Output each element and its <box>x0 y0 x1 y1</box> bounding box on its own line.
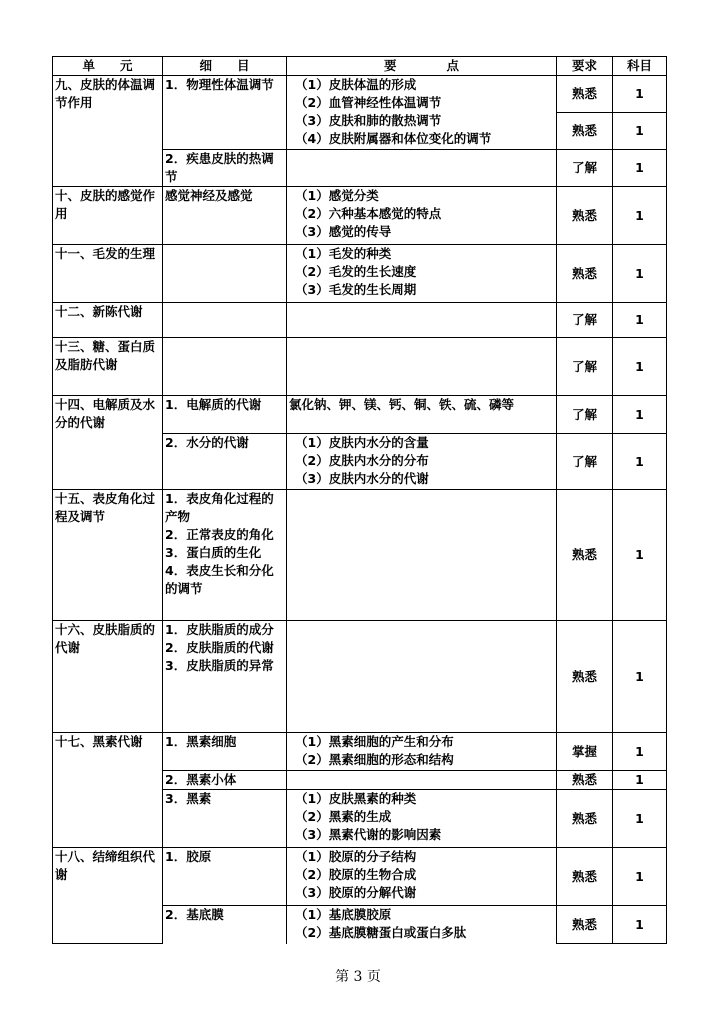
syllabus-table <box>52 56 667 944</box>
point-item: （2）黑素的生成 <box>295 809 392 824</box>
points-cell <box>287 621 557 733</box>
points-cell <box>287 303 557 338</box>
detail-item: 2．皮肤脂质的代谢 <box>165 640 274 655</box>
points-cell <box>287 338 557 396</box>
requirement-cell: 掌握 <box>557 733 613 771</box>
header-row <box>53 57 667 76</box>
detail-cell: 1．黑素细胞 <box>163 733 287 771</box>
requirement-cell: 熟悉 <box>557 790 613 848</box>
point-item: （2）黑素细胞的形态和结构 <box>295 752 454 767</box>
requirement-cell: 熟悉 <box>557 621 613 733</box>
point-item: （4）皮肤附属器和体位变化的调节 <box>295 131 492 146</box>
requirement-cell: 了解 <box>557 396 613 434</box>
subject-cell: 1 <box>613 150 667 187</box>
point-item: （1）皮肤体温的形成 <box>295 77 417 92</box>
point-item: （2）血管神经性体温调节 <box>295 95 442 110</box>
detail-item: 2．正常表皮的角化 <box>165 527 274 542</box>
table-row <box>53 848 667 906</box>
subject-cell: 1 <box>613 621 667 733</box>
header-requirement: 要求 <box>557 57 613 76</box>
table-row <box>53 338 667 396</box>
requirement-cell: 了解 <box>557 434 613 490</box>
detail-cell <box>163 245 287 303</box>
detail-cell: 1．物理性体温调节 <box>163 76 287 150</box>
detail-cell: 1．电解质的代谢 <box>163 396 287 434</box>
subject-cell: 1 <box>613 338 667 396</box>
points-cell: 氯化钠、钾、镁、钙、铜、铁、硫、磷等 <box>287 396 557 434</box>
subject-cell: 1 <box>613 396 667 434</box>
subject-cell: 1 <box>613 303 667 338</box>
subject-cell: 1 <box>613 113 667 150</box>
header-points: 要 点 <box>287 57 557 76</box>
header-detail: 细 目 <box>163 57 287 76</box>
point-item: （1）皮肤内水分的含量 <box>295 435 429 450</box>
table-row <box>53 187 667 245</box>
subject-cell: 1 <box>613 245 667 303</box>
detail-item: 3．蛋白质的生化 <box>165 545 262 560</box>
points-cell <box>287 733 557 771</box>
points-cell <box>287 150 557 187</box>
requirement-cell: 熟悉 <box>557 906 613 944</box>
requirement-cell: 熟悉 <box>557 245 613 303</box>
detail-item: 1．皮肤脂质的成分 <box>165 622 274 637</box>
point-item: （2）皮肤内水分的分布 <box>295 453 429 468</box>
subject-cell: 1 <box>613 848 667 906</box>
detail-item: 3．皮肤脂质的异常 <box>165 658 274 673</box>
requirement-cell: 熟悉 <box>557 490 613 621</box>
points-cell <box>287 771 557 790</box>
subject-cell: 1 <box>613 733 667 771</box>
subject-cell: 1 <box>613 434 667 490</box>
table-row <box>53 396 667 434</box>
table-row <box>53 490 667 621</box>
table-row <box>53 303 667 338</box>
detail-cell: 3．黑素 <box>163 790 287 848</box>
table-row <box>53 733 667 771</box>
requirement-cell: 了解 <box>557 150 613 187</box>
requirement-cell: 熟悉 <box>557 76 613 113</box>
unit-cell: 十七、黑素代谢 <box>53 733 163 848</box>
header-subject: 科目 <box>613 57 667 76</box>
point-item: （2）胶原的生物合成 <box>295 867 417 882</box>
point-item: （1）皮肤黑素的种类 <box>295 791 417 806</box>
point-item: （3）感觉的传导 <box>295 224 392 239</box>
unit-cell: 十三、糖、蛋白质及脂肪代谢 <box>53 338 163 396</box>
point-item: （3）胶原的分解代谢 <box>295 885 417 900</box>
point-item: （2）基底膜糖蛋白或蛋白多肽 <box>295 925 467 940</box>
requirement-cell: 熟悉 <box>557 187 613 245</box>
detail-cell: 2．水分的代谢 <box>163 434 287 490</box>
unit-cell: 十六、皮肤脂质的代谢 <box>53 621 163 733</box>
points-cell <box>287 187 557 245</box>
unit-cell: 十八、结缔组织代谢 <box>53 848 163 944</box>
detail-cell: 2．黑素小体 <box>163 771 287 790</box>
subject-cell: 1 <box>613 771 667 790</box>
point-item: （1）胶原的分子结构 <box>295 849 417 864</box>
points-cell <box>287 434 557 490</box>
unit-cell: 九、皮肤的体温调节作用 <box>53 76 163 187</box>
point-item: （1）基底膜胶原 <box>295 907 392 922</box>
point-item: （1）黑素细胞的产生和分布 <box>295 734 454 749</box>
requirement-cell: 了解 <box>557 338 613 396</box>
detail-cell: 2．基底膜 <box>163 906 287 944</box>
points-cell <box>287 790 557 848</box>
point-item: （2）毛发的生长速度 <box>295 264 417 279</box>
table-row <box>53 245 667 303</box>
page-number: 第 3 页 <box>335 969 381 985</box>
point-item: （3）皮肤和肺的散热调节 <box>295 113 442 128</box>
requirement-cell: 熟悉 <box>557 771 613 790</box>
points-cell <box>287 906 557 944</box>
detail-cell <box>163 303 287 338</box>
unit-cell: 十五、表皮角化过程及调节 <box>53 490 163 621</box>
requirement-cell: 熟悉 <box>557 113 613 150</box>
detail-cell <box>163 621 287 733</box>
point-item: （2）六种基本感觉的特点 <box>295 206 442 221</box>
detail-cell: 1．胶原 <box>163 848 287 906</box>
points-cell <box>287 848 557 906</box>
unit-cell: 十一、毛发的生理 <box>53 245 163 303</box>
detail-cell: 2．疾患皮肤的热调节 <box>163 150 287 187</box>
subject-cell: 1 <box>613 76 667 113</box>
subject-cell: 1 <box>613 187 667 245</box>
point-item: （3）毛发的生长周期 <box>295 282 417 297</box>
detail-item: 1．表皮角化过程的产物 <box>165 491 274 524</box>
point-item: （1）感觉分类 <box>295 188 379 203</box>
requirement-cell: 了解 <box>557 303 613 338</box>
points-cell <box>287 490 557 621</box>
requirement-cell: 熟悉 <box>557 848 613 906</box>
header-unit: 单 元 <box>53 57 163 76</box>
detail-cell <box>163 338 287 396</box>
unit-cell: 十四、电解质及水分的代谢 <box>53 396 163 490</box>
point-item: （1）毛发的种类 <box>295 246 392 261</box>
subject-cell: 1 <box>613 790 667 848</box>
table-row <box>53 621 667 733</box>
detail-cell: 感觉神经及感觉 <box>163 187 287 245</box>
point-item: （3）黑素代谢的影响因素 <box>295 827 442 842</box>
unit-cell: 十、皮肤的感觉作用 <box>53 187 163 245</box>
detail-item: 4．表皮生长和分化的调节 <box>165 563 274 596</box>
unit-cell: 十二、新陈代谢 <box>53 303 163 338</box>
point-item: （3）皮肤内水分的代谢 <box>295 471 429 486</box>
detail-cell <box>163 490 287 621</box>
points-cell <box>287 76 557 150</box>
subject-cell: 1 <box>613 490 667 621</box>
table-row <box>53 76 667 113</box>
points-cell <box>287 245 557 303</box>
subject-cell: 1 <box>613 906 667 944</box>
